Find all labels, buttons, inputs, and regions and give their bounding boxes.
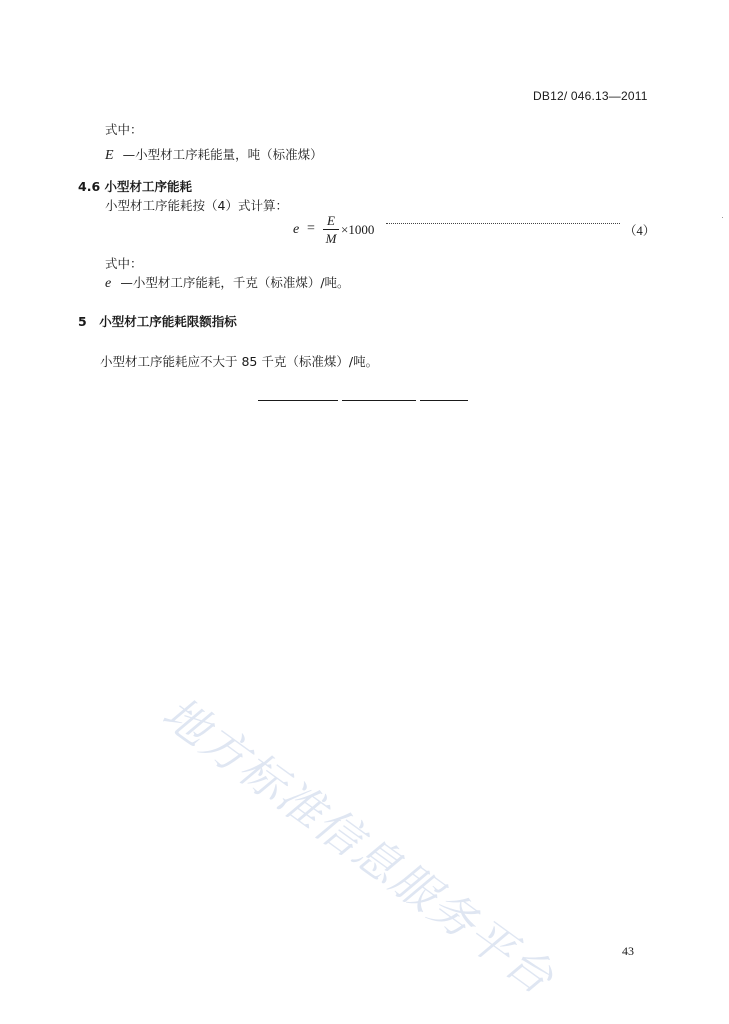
scan-speck xyxy=(722,217,723,218)
variable-symbol-E: E xyxy=(105,148,114,163)
page-number: 43 xyxy=(622,944,634,958)
variable-symbol-e: e xyxy=(105,276,112,291)
where-label-1: 式中： xyxy=(105,122,143,137)
standard-code: DB12/ 046.13—2011 xyxy=(533,89,648,103)
end-line-segment-2 xyxy=(342,400,416,401)
variable-desc-e: —小型材工序能耗，千克（标准煤）/吨。 xyxy=(120,275,350,290)
formula-equals: = xyxy=(307,221,315,236)
formula-numerator: E xyxy=(327,213,335,228)
formula-leader-dots xyxy=(386,223,620,224)
section-4-6-heading: 4.6 小型材工序能耗 xyxy=(78,179,192,194)
section-5-heading: 5 小型材工序能耗限额指标 xyxy=(78,314,237,329)
formula-number: （4） xyxy=(624,224,656,238)
formula-fraction xyxy=(323,213,339,246)
watermark: 地方标准信息服务平台 xyxy=(152,686,565,1006)
formula-rhs: ×1000 xyxy=(341,222,375,237)
variable-definition-E xyxy=(105,144,323,164)
variable-definition-e xyxy=(105,272,350,292)
variable-desc-E: —小型材工序耗能量，吨（标准煤） xyxy=(122,147,323,162)
formula-lhs: e xyxy=(293,222,300,237)
section-5-body: 小型材工序能耗应不大于 85 千克（标准煤）/吨。 xyxy=(100,354,379,369)
fraction-bar xyxy=(323,229,339,230)
end-line-segment-1 xyxy=(258,400,338,401)
formula-denominator: M xyxy=(325,231,337,246)
end-line-segment-3 xyxy=(420,400,468,401)
section-4-6-intro: 小型材工序能耗按（4）式计算： xyxy=(105,198,288,213)
where-label-2: 式中： xyxy=(105,256,143,271)
